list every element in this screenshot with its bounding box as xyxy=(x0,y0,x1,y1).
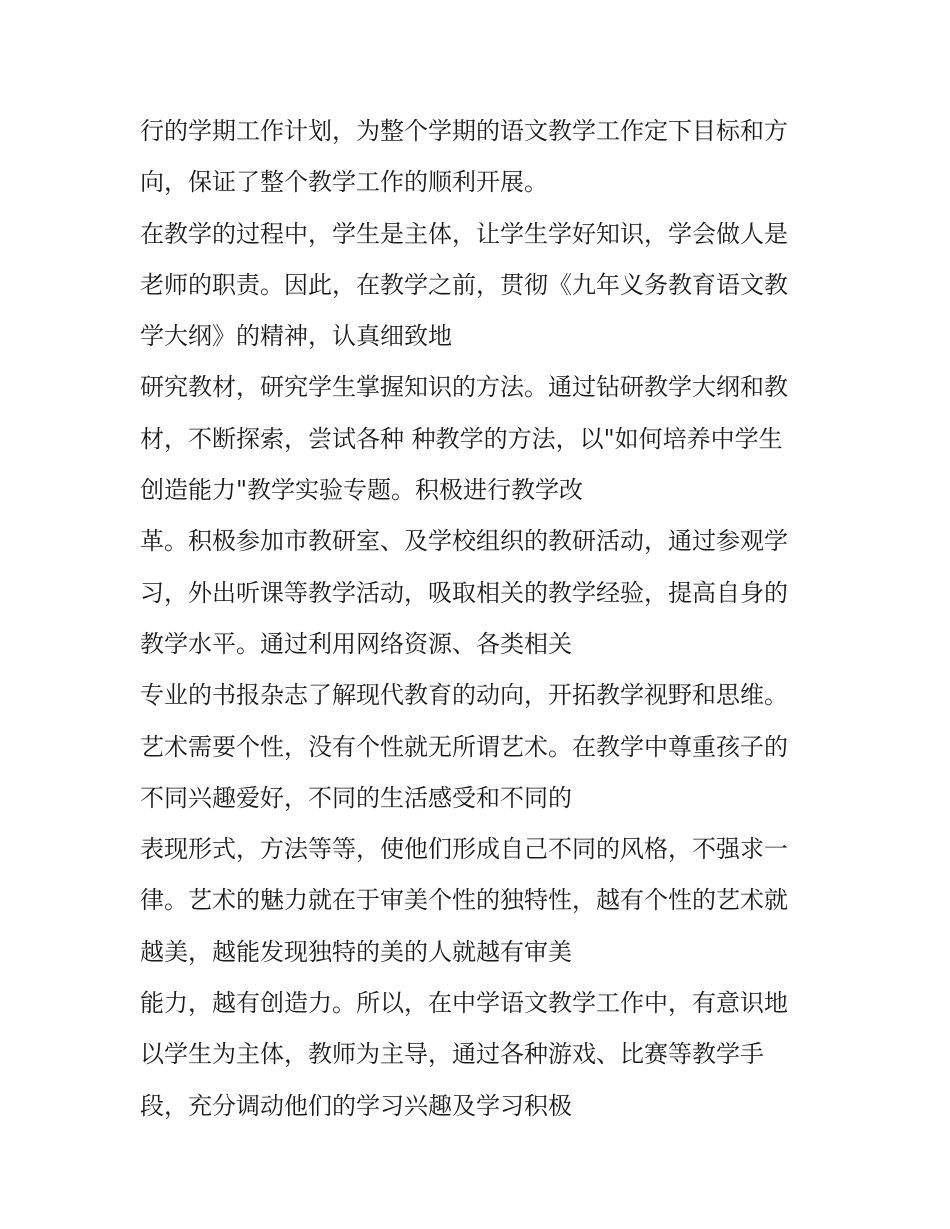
text-line-9: 革。积极参加市教研室、及学校组织的教研活动，通过参观学 xyxy=(140,527,788,556)
text-line-6: 研究教材，研究学生掌握知识的方法。通过钻研教学大纲和教 xyxy=(140,373,788,402)
text-line-5: 学大纲》的精神，认真细致地 xyxy=(140,322,452,351)
text-line-1: 行的学期工作计划，为整个学期的语文教学工作定下目标和方 xyxy=(140,117,788,145)
text-line-4: 老师的职责。因此，在教学之前，贯彻《九年义务教育语文教 xyxy=(140,270,788,299)
text-line-3: 在教学的过程中，学生是主体，让学生学好知识，学会做人是 xyxy=(140,219,788,248)
text-line-10: 习，外出听课等教学活动，吸取相关的教学经验，提高自身的 xyxy=(140,578,788,607)
text-line-15: 表现形式，方法等等，使他们形成自己不同的风格，不强求一 xyxy=(140,835,788,864)
text-line-20: 段，充分调动他们的学习兴趣及学习积极 xyxy=(140,1091,572,1120)
document-body xyxy=(140,106,830,1132)
text-line-8: 创造能力"教学实验专题。积极进行教学改 xyxy=(140,476,584,505)
text-line-14: 不同兴趣爱好，不同的生活感受和不同的 xyxy=(140,783,572,812)
text-line-18: 能力，越有创造力。所以，在中学语文教学工作中，有意识地 xyxy=(140,989,788,1018)
text-line-7: 材，不断探索，尝试各种 种教学的方法，以"如何培养中学生 xyxy=(140,424,783,453)
text-line-17: 越美，越能发现独特的美的人就越有审美 xyxy=(140,937,572,966)
text-line-19: 以学生为主体，教师为主导，通过各种游戏、比赛等教学手 xyxy=(140,1040,764,1069)
text-line-11: 教学水平。通过利用网络资源、各类相关 xyxy=(140,629,572,658)
text-line-2: 向，保证了整个教学工作的顺利开展。 xyxy=(140,168,548,197)
text-line-13: 艺术需要个性，没有个性就无所谓艺术。在教学中尊重孩子的 xyxy=(140,732,788,761)
text-line-16: 律。艺术的魅力就在于审美个性的独特性，越有个性的艺术就 xyxy=(140,886,788,915)
text-line-12: 专业的书报杂志了解现代教育的动向，开拓教学视野和思维。 xyxy=(140,681,788,710)
